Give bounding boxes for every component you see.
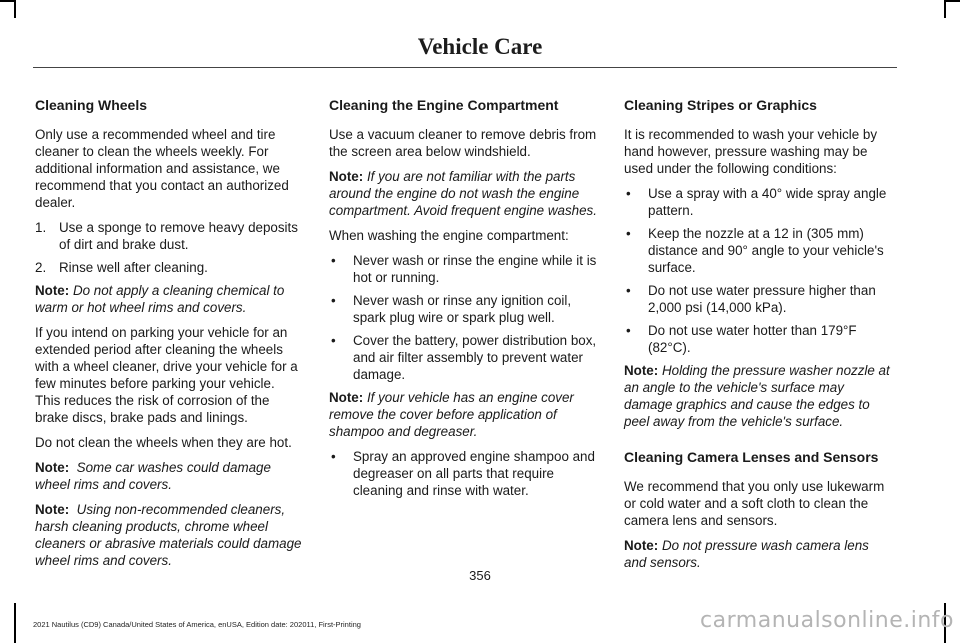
list-item-text: Spray an approved engine shampoo and degreaser on all parts that require cleaning and rinse with water. <box>353 449 595 498</box>
note-label: Note: <box>329 169 364 184</box>
list-item <box>329 292 597 326</box>
list-item <box>624 282 892 316</box>
note-text: If you are not familiar with the parts around the engine do not wash the engine compartment. Avoid frequent engine washes. <box>329 169 597 218</box>
note <box>35 459 303 493</box>
list-item-text: Keep the nozzle at a 12 in (305 mm) distance and 90° angle to your vehicle's surface. <box>648 226 884 275</box>
note-text: Do not apply a cleaning chemical to warm or hot wheel rims and covers. <box>35 283 285 315</box>
column-stripes-graphics <box>624 96 892 579</box>
section-heading: Cleaning the Engine Compartment <box>329 97 559 113</box>
bullet-list <box>329 448 597 499</box>
note <box>329 389 597 440</box>
list-item-text: Do not use water hotter than 179°F (82°C). <box>648 323 857 355</box>
note <box>329 168 597 219</box>
list-item-text: Never wash or rinse the engine while it is hot or running. <box>353 253 597 285</box>
column-engine-compartment <box>329 96 597 505</box>
paragraph: Do not clean the wheels when they are hot. <box>35 435 292 450</box>
header-divider <box>33 67 897 68</box>
paragraph: It is recommended to wash your vehicle by hand however, pressure washing may be used under the following conditions: <box>624 127 878 176</box>
paragraph: When washing the engine compartment: <box>329 228 569 243</box>
bullet-icon: • <box>331 449 336 464</box>
section-heading: Cleaning Camera Lenses and Sensors <box>624 449 879 465</box>
paragraph: Only use a recommended wheel and tire cleaner to clean the wheels weekly. For additional information and assistance, we recommend that you contact an authorized dealer. <box>35 127 289 210</box>
list-item-text: Use a spray with a 40° wide spray angle pattern. <box>648 186 887 218</box>
paragraph: If you intend on parking your vehicle for an extended period after cleaning the wheels with a wheel cleaner, drive your vehicle for a few minutes before parking your vehicle. This reduces the risk of corrosion of the brake discs, brake pads and linings. <box>35 325 298 425</box>
list-item <box>624 225 892 276</box>
note-label: Note: <box>35 502 70 517</box>
footer-edition-info: 2021 Nautilus (CD9) Canada/United States of America, enUSA, Edition date: 202011, First-Printing <box>33 620 361 629</box>
list-item-text: Do not use water pressure higher than 2,000 psi (14,000 kPa). <box>648 283 876 315</box>
bullet-icon: • <box>626 226 631 241</box>
note <box>35 501 303 569</box>
note-label: Note: <box>35 460 70 475</box>
column-cleaning-wheels <box>35 96 303 577</box>
list-number: 1. <box>35 220 47 235</box>
note-label: Note: <box>35 283 70 298</box>
note-text: Do not pressure wash camera lens and sensors. <box>624 538 869 570</box>
crop-mark <box>944 0 946 18</box>
page-title: Vehicle Care <box>417 34 543 59</box>
page-number: 356 <box>469 568 491 583</box>
list-item <box>35 219 303 253</box>
list-item <box>329 252 597 286</box>
list-item <box>329 448 597 499</box>
section-heading: Cleaning Stripes or Graphics <box>624 97 817 113</box>
bullet-icon: • <box>626 186 631 201</box>
bullet-icon: • <box>331 333 336 348</box>
note-label: Note: <box>624 538 659 553</box>
crop-mark <box>14 0 16 18</box>
list-item-text: Rinse well after cleaning. <box>59 260 208 275</box>
list-item-text: Use a sponge to remove heavy deposits of dirt and brake dust. <box>59 220 298 252</box>
list-number: 2. <box>35 260 47 275</box>
bullet-list <box>624 185 892 356</box>
note <box>624 537 892 571</box>
numbered-list <box>35 219 303 276</box>
note-label: Note: <box>624 363 659 378</box>
list-item <box>35 259 303 276</box>
paragraph: Use a vacuum cleaner to remove debris from the screen area below windshield. <box>329 127 597 159</box>
list-item <box>329 332 597 383</box>
note-text: Some car washes could damage wheel rims and covers. <box>35 460 271 492</box>
bullet-icon: • <box>626 323 631 338</box>
note-text: If your vehicle has an engine cover remove the cover before application of shampoo and degreaser. <box>329 390 574 439</box>
bullet-icon: • <box>626 283 631 298</box>
bullet-icon: • <box>331 293 336 308</box>
list-item-text: Never wash or rinse any ignition coil, spark plug wire or spark plug well. <box>353 293 572 325</box>
paragraph: We recommend that you only use lukewarm or cold water and a soft cloth to clean the camera lens and sensors. <box>624 479 885 528</box>
note-label: Note: <box>329 390 364 405</box>
note-text: Holding the pressure washer nozzle at an angle to the vehicle's surface may damage graphics and cause the edges to peel away from the vehicle's surface. <box>624 363 890 429</box>
list-item <box>624 185 892 219</box>
note <box>35 282 303 316</box>
note-text: Using non-recommended cleaners, harsh cleaning products, chrome wheel cleaners or abrasive materials could damage wheel rims and covers. <box>35 502 302 568</box>
section-heading: Cleaning Wheels <box>35 97 148 113</box>
list-item-text: Cover the battery, power distribution box, and air filter assembly to prevent water damage. <box>353 333 597 382</box>
bullet-icon: • <box>331 253 336 268</box>
list-item <box>624 322 892 356</box>
bullet-list <box>329 252 597 383</box>
watermark: carmanualsonline.info <box>700 608 954 633</box>
crop-mark <box>14 603 16 643</box>
crop-mark <box>944 0 960 2</box>
note <box>624 362 892 430</box>
